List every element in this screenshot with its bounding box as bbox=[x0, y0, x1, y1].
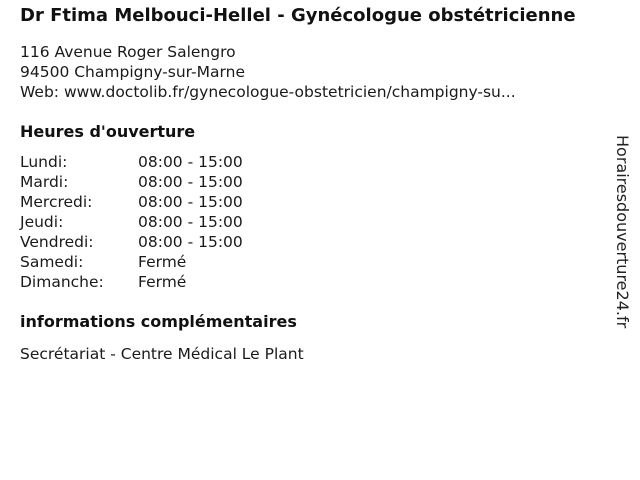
day-hours: Fermé bbox=[138, 253, 187, 271]
day-label: Samedi: bbox=[20, 253, 84, 271]
day-label: Vendredi: bbox=[20, 233, 94, 251]
day-label: Dimanche: bbox=[20, 273, 104, 291]
hours-row-monday bbox=[20, 152, 610, 172]
day-hours: 08:00 - 15:00 bbox=[138, 233, 243, 251]
opening-hours-heading: Heures d'ouverture bbox=[20, 122, 196, 141]
page-title: Dr Ftima Melbouci-Hellel - Gynécologue obstétricienne bbox=[20, 5, 576, 26]
day-hours: 08:00 - 15:00 bbox=[138, 193, 243, 211]
address-street: 116 Avenue Roger Salengro bbox=[20, 43, 236, 61]
website-link[interactable]: Web: www.doctolib.fr/gynecologue-obstetricien/champigny-su... bbox=[20, 83, 516, 101]
hours-row-saturday bbox=[20, 252, 610, 272]
hours-row-thursday bbox=[20, 212, 610, 232]
additional-info-text: Secrétariat - Centre Médical Le Plant bbox=[20, 345, 304, 363]
day-label: Jeudi: bbox=[20, 213, 64, 231]
hours-row-sunday bbox=[20, 272, 610, 292]
listing-card bbox=[20, 4, 610, 364]
day-hours: Fermé bbox=[138, 273, 187, 291]
address-city: 94500 Champigny-sur-Marne bbox=[20, 63, 245, 81]
day-label: Mercredi: bbox=[20, 193, 93, 211]
day-label: Lundi: bbox=[20, 153, 68, 171]
day-hours: 08:00 - 15:00 bbox=[138, 153, 243, 171]
hours-row-friday bbox=[20, 232, 610, 252]
address-block bbox=[20, 42, 610, 102]
day-hours: 08:00 - 15:00 bbox=[138, 213, 243, 231]
day-label: Mardi: bbox=[20, 173, 69, 191]
site-watermark bbox=[610, 135, 634, 375]
watermark-text: Horairesdouverture24.fr bbox=[613, 135, 632, 329]
hours-row-wednesday bbox=[20, 192, 610, 212]
hours-row-tuesday bbox=[20, 172, 610, 192]
additional-info-heading: informations complémentaires bbox=[20, 312, 297, 331]
day-hours: 08:00 - 15:00 bbox=[138, 173, 243, 191]
opening-hours-table bbox=[20, 152, 610, 292]
